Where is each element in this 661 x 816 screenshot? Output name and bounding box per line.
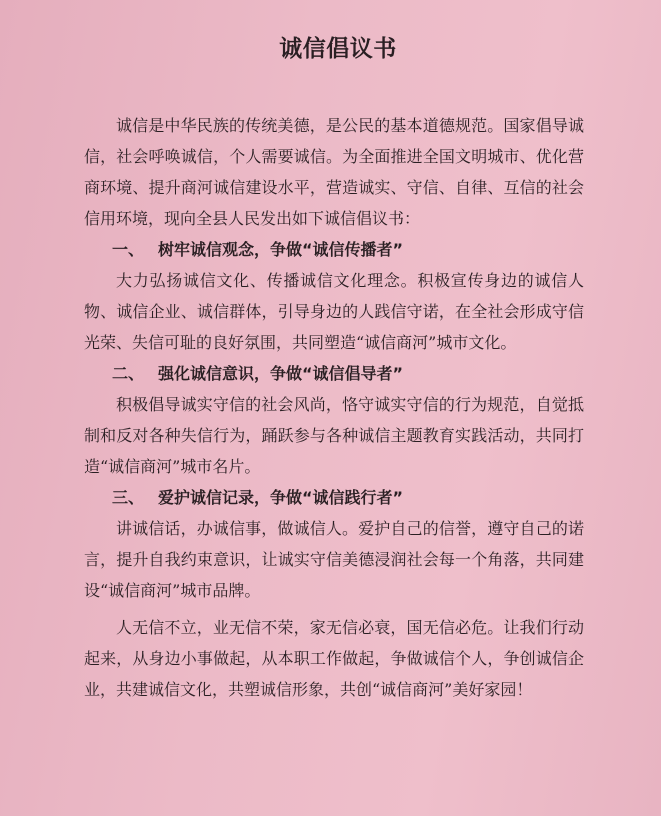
section-1 (84, 234, 584, 358)
section-heading-text: 树牢诚信观念，争做“诚信传播者” (158, 240, 404, 259)
section-number: 三、 (112, 488, 145, 507)
section-heading (84, 234, 584, 265)
section-heading (84, 482, 584, 513)
document-body (84, 34, 584, 705)
section-heading-text: 爱护诚信记录，争做“诚信践行者” (158, 488, 404, 507)
section-heading (84, 358, 584, 389)
section-body: 讲诚信话，办诚信事，做诚信人。爱护自己的信誉，遵守自己的诺言，提升自我约束意识，让诚实守信美德浸润社会每一个角落，共同建设“诚信商河”城市品牌。 (84, 519, 584, 600)
section-number: 一、 (112, 240, 145, 259)
section-3 (84, 482, 584, 606)
section-number: 二、 (112, 364, 145, 383)
section-heading-text: 强化诚信意识，争做“诚信倡导者” (158, 364, 404, 383)
section-body: 积极倡导诚实守信的社会风尚，恪守诚实守信的行为规范，自觉抵制和反对各种失信行为，踊跃参与各种诚信主题教育实践活动，共同打造“诚信商河”城市名片。 (84, 395, 584, 476)
document-title: 诚信倡议书 (279, 36, 397, 62)
intro-paragraph: 诚信是中华民族的传统美德，是公民的基本道德规范。国家倡导诚信，社会呼唤诚信，个人需要诚信。为全面推进全国文明城市、优化营商环境、提升商河诚信建设水平，营造诚实、守信、自律、互信的社会信用环境，现向全县人民发出如下诚信倡议书： (84, 116, 584, 228)
closing-paragraph: 人无信不立，业无信不荣，家无信必衰，国无信必危。让我们行动起来，从身边小事做起，从本职工作做起，争做诚信个人，争创诚信企业，共建诚信文化，共塑诚信形象，共创“诚信商河”美好家园！ (84, 618, 584, 699)
section-body: 大力弘扬诚信文化、传播诚信文化理念。积极宣传身边的诚信人物、诚信企业、诚信群体，引导身边的人践信守诺，在全社会形成守信光荣、失信可耻的良好氛围，共同塑造“诚信商河”城市文化。 (84, 271, 584, 352)
section-2 (84, 358, 584, 482)
